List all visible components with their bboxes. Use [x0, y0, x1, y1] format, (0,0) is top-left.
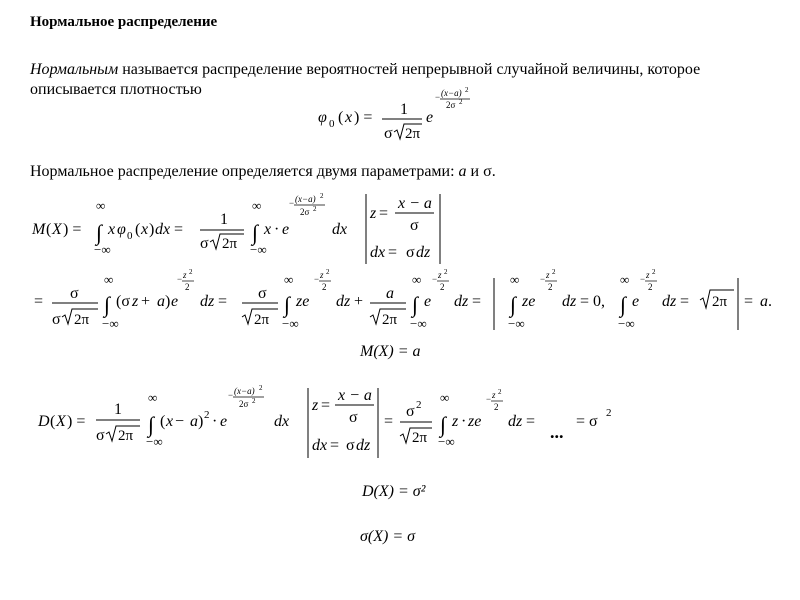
svg-text:∞: ∞	[252, 198, 262, 213]
svg-text:): )	[149, 221, 155, 238]
svg-text:(: (	[160, 413, 166, 430]
svg-text:·: ·	[274, 221, 280, 238]
svg-text:2π: 2π	[118, 428, 134, 444]
svg-text:e: e	[426, 109, 434, 126]
svg-text:2π: 2π	[405, 126, 421, 142]
sd-result	[360, 528, 415, 546]
svg-text:φ: φ	[318, 109, 327, 126]
svg-text:−∞: −∞	[146, 434, 163, 449]
svg-text:0: 0	[329, 118, 335, 130]
svg-text:X: X	[52, 221, 62, 238]
svg-text:σ: σ	[52, 311, 61, 328]
svg-text:): )	[165, 293, 171, 310]
variance-formula	[38, 384, 638, 469]
svg-text:(x−a): (x−a)	[234, 386, 255, 396]
svg-text:−: −	[432, 274, 438, 284]
svg-text:=: =	[321, 397, 331, 414]
svg-text:∞: ∞	[412, 272, 422, 287]
svg-text:=: =	[174, 221, 184, 238]
svg-text:−∞: −∞	[438, 434, 455, 449]
svg-text:z: z	[183, 270, 187, 280]
svg-text:σ: σ	[406, 244, 415, 261]
svg-text:−: −	[435, 92, 441, 102]
svg-text:−: −	[314, 274, 320, 284]
svg-text:2: 2	[185, 282, 190, 292]
svg-text:∞: ∞	[620, 272, 630, 287]
svg-text:2: 2	[648, 282, 653, 292]
param-sigma: σ	[483, 163, 492, 180]
svg-text:2: 2	[494, 402, 499, 412]
svg-text:2σ: 2σ	[239, 399, 249, 409]
mean-formula-line1	[32, 190, 452, 275]
svg-text:−: −	[175, 413, 185, 430]
sd-result-text: σ(X) = σ	[360, 528, 416, 545]
svg-text:∞: ∞	[440, 390, 450, 405]
svg-text:dz: dz	[454, 293, 469, 310]
svg-text:∫: ∫	[96, 220, 103, 245]
svg-text:−∞: −∞	[618, 316, 635, 331]
svg-text:2: 2	[440, 282, 445, 292]
svg-text:dx: dx	[155, 221, 171, 238]
svg-text:2: 2	[652, 268, 656, 276]
svg-text:2: 2	[552, 268, 556, 276]
svg-text:e: e	[282, 221, 290, 238]
svg-text:2: 2	[320, 192, 324, 200]
svg-text:=: =	[379, 205, 389, 222]
svg-text:dx: dx	[332, 221, 348, 238]
svg-text:=: =	[744, 293, 754, 310]
svg-text:∫: ∫	[620, 292, 627, 317]
svg-text:σ: σ	[96, 427, 105, 444]
svg-text:z: z	[546, 270, 550, 280]
svg-text:) =: ) =	[354, 109, 373, 126]
mean-result	[360, 343, 421, 361]
svg-text:M: M	[32, 221, 46, 238]
svg-text:∫: ∫	[252, 220, 259, 245]
svg-text:dx: dx	[370, 244, 386, 261]
svg-text:σ: σ	[70, 285, 79, 302]
svg-text:σ: σ	[346, 437, 355, 454]
intro-text: называется распределение вероятностей непрерывной случайной величины, которое описывается плотностью	[30, 61, 701, 98]
svg-text:∫: ∫	[440, 412, 447, 437]
svg-text:1: 1	[220, 211, 228, 228]
svg-text:) =: ) =	[67, 413, 86, 430]
svg-text:−∞: −∞	[410, 316, 427, 331]
svg-text:2: 2	[498, 388, 502, 396]
svg-text:z: z	[312, 397, 319, 414]
svg-text:.: .	[768, 293, 772, 310]
svg-text:z: z	[438, 270, 442, 280]
variance-result-text: D(X) = σ²	[362, 483, 426, 500]
svg-text:z: z	[646, 270, 650, 280]
svg-text:2: 2	[259, 384, 263, 392]
params-text	[30, 163, 496, 181]
mean-result-text: M(X) = a	[360, 343, 421, 360]
svg-text:ze: ze	[468, 413, 482, 430]
svg-text:= σ: = σ	[576, 413, 598, 430]
svg-text:∞: ∞	[284, 272, 294, 287]
svg-text:z: z	[492, 390, 496, 400]
svg-text:dx: dx	[312, 437, 328, 454]
svg-text:−∞: −∞	[250, 242, 267, 257]
svg-text:2: 2	[189, 268, 193, 276]
svg-text:=: =	[218, 293, 228, 310]
svg-text:∫: ∫	[412, 292, 419, 317]
svg-text:(: (	[135, 221, 141, 238]
svg-text:2: 2	[606, 407, 612, 419]
svg-text:z: z	[132, 293, 139, 310]
svg-text:dz: dz	[416, 244, 431, 261]
svg-text:x: x	[108, 221, 116, 238]
svg-text:(x−a): (x−a)	[441, 88, 462, 98]
svg-text:−: −	[540, 274, 546, 284]
svg-text:−: −	[228, 390, 234, 400]
svg-text:dz: dz	[200, 293, 215, 310]
variance-formula-graphic	[38, 384, 638, 464]
svg-text:(x−a): (x−a)	[295, 194, 316, 204]
svg-text:·: ·	[461, 413, 467, 430]
svg-text:dz: dz	[662, 293, 677, 310]
svg-text:σ: σ	[258, 285, 267, 302]
svg-text:2: 2	[444, 268, 448, 276]
svg-text:−∞: −∞	[282, 316, 299, 331]
params-text-and: и	[466, 163, 484, 180]
svg-text:=: =	[388, 244, 398, 261]
svg-text:·: ·	[212, 413, 218, 430]
svg-text:(: (	[50, 413, 56, 430]
svg-text:2: 2	[326, 268, 330, 276]
params-text-end: .	[491, 163, 496, 180]
svg-text:+: +	[141, 293, 151, 310]
svg-text:z: z	[370, 205, 377, 222]
svg-text:2: 2	[204, 409, 210, 421]
svg-text:0: 0	[127, 230, 133, 242]
variance-result	[362, 483, 425, 501]
svg-text:(: (	[46, 221, 52, 238]
svg-text:2π: 2π	[712, 294, 728, 310]
svg-text:−∞: −∞	[94, 242, 111, 257]
svg-text:−: −	[177, 274, 183, 284]
svg-text:σ: σ	[200, 235, 209, 252]
svg-text:∫: ∫	[148, 412, 155, 437]
svg-text:x − a: x − a	[398, 195, 432, 212]
svg-text:−: −	[486, 394, 492, 404]
mean-formula-line1-graphic	[32, 190, 452, 270]
svg-text:ze: ze	[522, 293, 536, 310]
svg-text:=: =	[384, 413, 394, 430]
svg-text:...: ...	[550, 422, 564, 442]
svg-text:1: 1	[114, 401, 122, 418]
density-formula-graphic	[318, 88, 498, 148]
svg-text:=: =	[330, 437, 340, 454]
svg-text:∞: ∞	[96, 198, 106, 213]
svg-text:dz: dz	[336, 293, 351, 310]
svg-text:e: e	[424, 293, 432, 310]
svg-text:2σ: 2σ	[300, 207, 310, 217]
params-text-before: Нормальное распределение определяется двумя параметрами:	[30, 163, 459, 180]
param-a: a	[458, 163, 467, 180]
svg-text:dz: dz	[356, 437, 371, 454]
svg-text:a: a	[190, 413, 198, 430]
svg-text:2π: 2π	[382, 312, 398, 328]
svg-text:x − a: x − a	[338, 387, 372, 404]
mean-formula-line2	[34, 270, 784, 345]
svg-text:x: x	[264, 221, 272, 238]
svg-text:=: =	[34, 293, 44, 310]
svg-text:∞: ∞	[510, 272, 520, 287]
svg-text:x: x	[166, 413, 174, 430]
svg-text:a: a	[760, 293, 768, 310]
page-title: Нормальное распределение	[30, 14, 218, 30]
svg-text:2: 2	[548, 282, 553, 292]
svg-text:ze: ze	[296, 293, 310, 310]
svg-text:z: z	[452, 413, 459, 430]
svg-text:e: e	[220, 413, 228, 430]
svg-text:∞: ∞	[148, 390, 158, 405]
svg-text:−: −	[640, 274, 646, 284]
svg-text:1: 1	[400, 101, 408, 118]
svg-text:−: −	[289, 198, 295, 208]
svg-text:σ: σ	[384, 125, 393, 142]
svg-text:2: 2	[322, 282, 327, 292]
svg-text:(σ: (σ	[116, 293, 130, 310]
svg-text:a: a	[157, 293, 165, 310]
svg-text:2σ: 2σ	[446, 100, 456, 110]
svg-text:=: =	[526, 413, 536, 430]
svg-text:2: 2	[252, 397, 256, 405]
svg-text:(: (	[338, 109, 344, 126]
svg-text:D: D	[38, 413, 50, 430]
svg-text:σ: σ	[349, 409, 358, 426]
svg-text:σ: σ	[406, 403, 415, 420]
svg-text:2: 2	[459, 98, 463, 106]
svg-text:z: z	[320, 270, 324, 280]
mean-formula-line2-graphic	[34, 270, 784, 340]
svg-text:x: x	[141, 221, 149, 238]
svg-text:2π: 2π	[412, 430, 428, 446]
svg-text:φ: φ	[117, 221, 126, 238]
intro-term: Нормальным	[30, 61, 119, 78]
density-formula	[318, 88, 498, 153]
svg-text:∞: ∞	[104, 272, 114, 287]
svg-text:a: a	[386, 285, 394, 302]
svg-text:dz: dz	[508, 413, 523, 430]
svg-text:−∞: −∞	[508, 316, 525, 331]
svg-text:dx: dx	[274, 413, 290, 430]
svg-text:2π: 2π	[254, 312, 270, 328]
svg-text:−∞: −∞	[102, 316, 119, 331]
svg-text:∫: ∫	[510, 292, 517, 317]
svg-text:2π: 2π	[222, 236, 238, 252]
svg-text:dz: dz	[562, 293, 577, 310]
svg-text:+: +	[354, 293, 364, 310]
svg-text:∫: ∫	[104, 292, 111, 317]
svg-text:): )	[198, 413, 204, 430]
svg-text:e: e	[171, 293, 179, 310]
svg-text:) =: ) =	[63, 221, 82, 238]
svg-text:2: 2	[416, 399, 422, 411]
svg-text:x: x	[345, 109, 353, 126]
svg-text:= 0,: = 0,	[580, 293, 606, 310]
svg-text:2: 2	[313, 205, 317, 213]
svg-text:X: X	[56, 413, 66, 430]
svg-text:=: =	[680, 293, 690, 310]
svg-text:e: e	[632, 293, 640, 310]
svg-text:∫: ∫	[284, 292, 291, 317]
svg-text:=: =	[472, 293, 482, 310]
svg-text:σ: σ	[410, 217, 419, 234]
svg-text:2: 2	[465, 86, 469, 94]
svg-text:2π: 2π	[74, 312, 90, 328]
